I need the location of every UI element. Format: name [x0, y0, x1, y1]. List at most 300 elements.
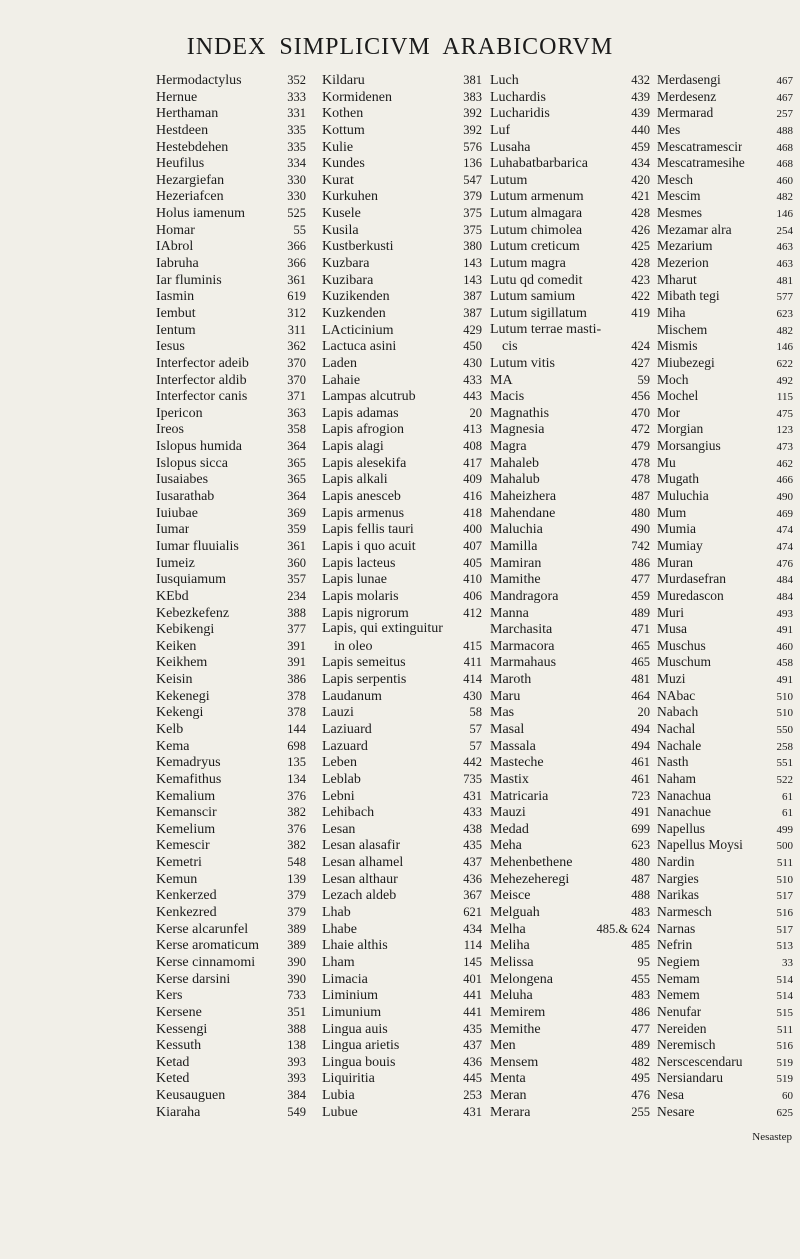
- entry-page-number: 577: [776, 291, 793, 304]
- index-entry: [322, 1054, 482, 1071]
- entry-term: Mezamar alra: [657, 221, 732, 237]
- entry-term: Neremisch: [657, 1037, 716, 1053]
- entry-term: Kema: [156, 738, 190, 754]
- entry-term: Murdasefran: [657, 571, 726, 587]
- entry-term: Lapis alesekifa: [322, 455, 407, 471]
- index-entry: [657, 288, 793, 305]
- entry-term: Lusaha: [490, 139, 531, 155]
- index-entry: [322, 305, 482, 322]
- entry-term: Meran: [490, 1088, 527, 1104]
- entry-page-number: 393: [287, 1054, 306, 1069]
- entry-term: Manna: [490, 605, 529, 621]
- entry-term: Lutum armenum: [490, 189, 584, 205]
- index-entry: [657, 1104, 793, 1121]
- entry-page-number: 463: [776, 241, 793, 254]
- index-entry: [657, 421, 793, 438]
- entry-page-number: 474: [776, 524, 793, 537]
- index-entry: [156, 987, 306, 1004]
- entry-term: Musa: [657, 621, 687, 637]
- index-entry: [490, 588, 650, 605]
- entry-term: Lutum almagara: [490, 206, 583, 222]
- index-entry: [322, 488, 482, 505]
- entry-term: Nachal: [657, 720, 696, 736]
- entry-page-number: 460: [776, 174, 793, 187]
- entry-page-number: 443: [463, 389, 482, 404]
- index-entry: [156, 139, 306, 156]
- entry-term: Kemelium: [156, 821, 216, 837]
- entry-term: Masteche: [490, 755, 544, 771]
- entry-term: Kuzkenden: [322, 305, 386, 321]
- index-entry: [490, 605, 650, 622]
- entry-term: Lapis lunae: [322, 572, 387, 588]
- entry-term: Lingua auis: [322, 1021, 388, 1037]
- entry-term: Marmahaus: [490, 655, 557, 671]
- entry-term: Lingua bouis: [322, 1054, 396, 1070]
- entry-page-number: 55: [293, 222, 306, 237]
- entry-page-number: 622: [776, 357, 793, 370]
- entry-term: Iusquiamum: [156, 572, 226, 588]
- index-entry: [657, 621, 793, 638]
- entry-term: Lutum samium: [490, 289, 576, 305]
- entry-term: Kemadryus: [156, 755, 221, 771]
- index-entry: [322, 155, 482, 172]
- index-entry: [322, 605, 482, 622]
- entry-term: Meisce: [490, 888, 531, 904]
- entry-page-number: 482: [776, 324, 793, 337]
- entry-page-number: 143: [463, 272, 482, 287]
- entry-page-number: 419: [631, 305, 650, 320]
- entry-term: Kormidenen: [322, 89, 392, 105]
- entry-page-number: 360: [287, 555, 306, 570]
- entry-page-number: 136: [463, 156, 482, 171]
- entry-page-number: 20: [637, 705, 650, 720]
- index-entry: [156, 821, 306, 838]
- entry-page-number: 494: [631, 738, 650, 753]
- entry-term: Melha: [490, 921, 526, 937]
- entry-page-number: 379: [463, 189, 482, 204]
- entry-page-number: 376: [287, 821, 306, 836]
- entry-term: Lutum magra: [490, 256, 566, 272]
- index-entry: [156, 1037, 306, 1054]
- entry-page-number: 331: [287, 106, 306, 121]
- index-entry: [322, 322, 482, 339]
- entry-page-number: 471: [631, 622, 650, 637]
- index-entry: [322, 105, 482, 122]
- entry-page-number: 380: [463, 239, 482, 254]
- index-entry: [490, 804, 650, 821]
- index-entry: [490, 72, 650, 89]
- entry-page-number: 484: [776, 590, 793, 603]
- entry-term: Lapis, qui extinguitur: [322, 621, 443, 637]
- index-entry: [490, 421, 650, 438]
- entry-page-number: 428: [631, 256, 650, 271]
- entry-page-number: 364: [287, 489, 306, 504]
- entry-page-number: 363: [287, 405, 306, 420]
- entry-term: Nenufar: [657, 1003, 702, 1019]
- index-entry: [657, 871, 793, 888]
- entry-page-number: 334: [287, 156, 306, 171]
- index-entry: [490, 505, 650, 522]
- entry-page-number: 389: [287, 921, 306, 936]
- entry-term: Mharut: [657, 271, 697, 287]
- entry-term: Kottum: [322, 122, 365, 138]
- entry-page-number: 352: [287, 73, 306, 87]
- entry-term: Keisin: [156, 672, 193, 688]
- entry-page-number: 362: [287, 339, 306, 354]
- entry-term: Kildaru: [322, 73, 365, 88]
- index-entry: [156, 122, 306, 139]
- entry-term: Kurat: [322, 172, 354, 188]
- entry-page-number: 333: [287, 89, 306, 104]
- entry-term: Limacia: [322, 971, 368, 987]
- entry-term: Lahaie: [322, 372, 361, 388]
- entry-term: Mesch: [657, 171, 693, 187]
- index-entry: [156, 188, 306, 205]
- entry-term: Iabruha: [156, 256, 199, 272]
- index-entry: [156, 837, 306, 854]
- index-entry: [156, 288, 306, 305]
- entry-term: Kemescir: [156, 838, 210, 854]
- entry-page-number: 733: [287, 988, 306, 1003]
- entry-term: Holus iamenum: [156, 206, 246, 222]
- entry-page-number: 477: [631, 1021, 650, 1036]
- entry-term: Lapis i quo acuit: [322, 538, 416, 554]
- entry-term: Lampas alcutrub: [322, 389, 416, 405]
- entry-page-number: 483: [631, 988, 650, 1003]
- index-entry: [322, 1037, 482, 1054]
- index-entry: [156, 804, 306, 821]
- entry-term: Leblab: [322, 771, 361, 787]
- index-entry: [156, 788, 306, 805]
- index-entry: [657, 1054, 793, 1071]
- entry-page-number: 467: [776, 75, 793, 87]
- entry-page-number: 361: [287, 272, 306, 287]
- entry-page-number: 370: [287, 355, 306, 370]
- entry-page-number: 547: [463, 172, 482, 187]
- entry-term: Moch: [657, 371, 689, 387]
- index-entry: [322, 521, 482, 538]
- entry-term: Lapis molaris: [322, 588, 399, 604]
- entry-term: Islopus humida: [156, 439, 242, 455]
- index-entry: [156, 305, 306, 322]
- entry-page-number: 432: [631, 73, 650, 87]
- entry-term: Morgian: [657, 421, 704, 437]
- index-column-3: [490, 72, 650, 1120]
- entry-term: Lhab: [322, 905, 351, 921]
- entry-page-number: 487: [631, 871, 650, 886]
- index-entry: [322, 621, 482, 638]
- entry-page-number: 437: [463, 1038, 482, 1053]
- entry-page-number: 411: [463, 655, 482, 670]
- entry-term: Lapis lacteus: [322, 555, 396, 571]
- index-entry: [156, 1087, 306, 1104]
- index-entry: [156, 155, 306, 172]
- entry-term: Interfector aldib: [156, 372, 247, 388]
- entry-page-number: 511: [776, 857, 793, 870]
- index-entry: [156, 588, 306, 605]
- entry-term: Mu: [657, 454, 676, 470]
- entry-page-number: 480: [631, 505, 650, 520]
- entry-page-number: 58: [469, 705, 482, 720]
- entry-term: Mumiay: [657, 537, 703, 553]
- index-entry: [156, 854, 306, 871]
- index-entry: [156, 1054, 306, 1071]
- entry-term: Mermarad: [657, 105, 714, 121]
- entry-term: Nefrin: [657, 937, 693, 953]
- entry-page-number: 123: [776, 424, 793, 437]
- entry-page-number: 445: [463, 1071, 482, 1086]
- index-column-4: [657, 72, 793, 1120]
- index-entry: [657, 505, 793, 522]
- entry-page-number: 335: [287, 139, 306, 154]
- entry-term: Muschus: [657, 637, 706, 653]
- entry-term: Negiem: [657, 953, 700, 969]
- index-entry: [322, 754, 482, 771]
- entry-term: Muran: [657, 554, 693, 570]
- entry-page-number: 699: [631, 821, 650, 836]
- entry-page-number: 510: [776, 707, 793, 720]
- entry-term: Luchardis: [490, 89, 546, 105]
- entry-term: Iumar fluuialis: [156, 538, 239, 554]
- entry-page-number: 492: [776, 374, 793, 387]
- index-entry: [156, 1070, 306, 1087]
- index-entry: [156, 605, 306, 622]
- entry-page-number: 427: [631, 355, 650, 370]
- entry-term: Lezach aldeb: [322, 888, 397, 904]
- entry-term: Muri: [657, 604, 684, 620]
- entry-term: Nargies: [657, 870, 699, 886]
- entry-page-number: 430: [463, 688, 482, 703]
- entry-page-number: 426: [631, 222, 650, 237]
- entry-term: Melongena: [490, 971, 553, 987]
- entry-page-number: 450: [463, 339, 482, 354]
- index-entry: [156, 538, 306, 555]
- entry-term: Laziuard: [322, 721, 372, 737]
- index-entry: [156, 372, 306, 389]
- entry-page-number: 486: [631, 555, 650, 570]
- entry-page-number: 464: [631, 688, 650, 703]
- index-entry: [657, 854, 793, 871]
- entry-page-number: 441: [463, 1004, 482, 1019]
- entry-term: Kerse cinnamomi: [156, 954, 256, 970]
- index-entry: [490, 638, 650, 655]
- entry-term: Macis: [490, 389, 525, 405]
- entry-term: Mibath tegi: [657, 288, 720, 304]
- entry-term: Merara: [490, 1104, 531, 1120]
- index-entry: [322, 937, 482, 954]
- index-entry: [490, 621, 650, 638]
- entry-page-number: 491: [631, 805, 650, 820]
- entry-page-number: 388: [287, 1021, 306, 1036]
- entry-page-number: 439: [631, 106, 650, 121]
- entry-page-number: 383: [463, 89, 482, 104]
- index-entry: [322, 1087, 482, 1104]
- entry-page-number: 434: [631, 156, 650, 171]
- index-entry: [156, 904, 306, 921]
- entry-term: Lapis fellis tauri: [322, 522, 414, 538]
- entry-page-number: 465: [631, 638, 650, 653]
- index-entry: [657, 155, 793, 172]
- index-entry: [657, 405, 793, 422]
- index-entry: [490, 305, 650, 322]
- entry-term: Mastix: [490, 771, 529, 787]
- entry-term: Kessengi: [156, 1021, 208, 1037]
- index-entry: [490, 555, 650, 572]
- entry-page-number: 416: [463, 489, 482, 504]
- entry-page-number: 482: [776, 191, 793, 204]
- index-entry: [322, 355, 482, 372]
- entry-term: Iumeiz: [156, 555, 195, 571]
- index-entry: [322, 288, 482, 305]
- index-entry: [322, 871, 482, 888]
- index-entry: [322, 921, 482, 938]
- entry-page-number: 375: [463, 222, 482, 237]
- index-entry: [322, 555, 482, 572]
- index-entry: [490, 372, 650, 389]
- entry-page-number: 389: [287, 938, 306, 953]
- entry-term: Mas: [490, 705, 515, 721]
- index-entry: [322, 538, 482, 555]
- entry-page-number: 625: [776, 1106, 793, 1119]
- entry-term: Kemalium: [156, 788, 216, 804]
- entry-page-number: 386: [287, 672, 306, 687]
- entry-page-number: 516: [776, 1040, 793, 1053]
- entry-term: Lapis serpentis: [322, 672, 407, 688]
- entry-page-number: 459: [631, 139, 650, 154]
- entry-page-number: 487: [631, 489, 650, 504]
- entry-page-number: 517: [776, 923, 793, 936]
- entry-term: Lebni: [322, 788, 355, 804]
- index-entry: [657, 921, 793, 938]
- entry-page-number: 438: [463, 821, 482, 836]
- entry-page-number: 485.& 624: [596, 921, 650, 936]
- index-entry: [490, 288, 650, 305]
- entry-term: Lham: [322, 954, 355, 970]
- entry-page-number: 135: [287, 755, 306, 770]
- entry-term: Kemanscir: [156, 805, 217, 821]
- entry-term: Mescim: [657, 188, 701, 204]
- index-entry: [322, 971, 482, 988]
- index-entry: [657, 72, 793, 89]
- index-entry: [156, 105, 306, 122]
- entry-page-number: 33: [782, 956, 793, 969]
- index-entry: [490, 222, 650, 239]
- entry-term: Lutum sigillatum: [490, 305, 587, 321]
- entry-page-number: 413: [463, 422, 482, 437]
- entry-page-number: 376: [287, 788, 306, 803]
- entry-term: Kebikengi: [156, 622, 215, 638]
- index-entry: [657, 438, 793, 455]
- entry-term: Lingua arietis: [322, 1038, 400, 1054]
- entry-term: Lapis alkali: [322, 472, 388, 488]
- entry-term: Nanachua: [657, 787, 711, 803]
- entry-term: Hestdeen: [156, 122, 209, 138]
- index-entry: [156, 871, 306, 888]
- index-entry: [156, 721, 306, 738]
- entry-page-number: 392: [463, 106, 482, 121]
- index-entry: [490, 388, 650, 405]
- entry-term: Iesus: [156, 339, 185, 355]
- entry-term: Napellus Moysi: [657, 837, 743, 853]
- index-entry: [156, 255, 306, 272]
- index-entry: [156, 704, 306, 721]
- entry-term: Mensem: [490, 1054, 539, 1070]
- entry-term: Hermodactylus: [156, 73, 242, 88]
- index-entry: [322, 505, 482, 522]
- index-entry: [156, 954, 306, 971]
- index-entry: [156, 421, 306, 438]
- entry-page-number: 441: [463, 988, 482, 1003]
- index-entry: [322, 139, 482, 156]
- index-entry: [490, 521, 650, 538]
- entry-term: Lapis nigrorum: [322, 605, 409, 621]
- entry-term: Menta: [490, 1071, 526, 1087]
- entry-page-number: 134: [287, 771, 306, 786]
- index-entry: [322, 1070, 482, 1087]
- index-entry: [657, 704, 793, 721]
- entry-term: Mahendane: [490, 505, 556, 521]
- entry-term: Ientum: [156, 322, 196, 338]
- entry-page-number: 335: [287, 122, 306, 137]
- entry-term: Mahaleb: [490, 455, 539, 471]
- catchword: Nesastep: [752, 1131, 792, 1143]
- entry-term: IAbrol: [156, 239, 194, 255]
- entry-page-number: 489: [631, 605, 650, 620]
- index-entry: [322, 954, 482, 971]
- entry-term: Melissa: [490, 954, 534, 970]
- entry-page-number: 351: [287, 1004, 306, 1019]
- index-entry: [490, 854, 650, 871]
- entry-page-number: 513: [776, 940, 793, 953]
- index-entry: [657, 1037, 793, 1054]
- index-entry: [156, 671, 306, 688]
- index-entry: [322, 238, 482, 255]
- index-entry: [490, 921, 650, 938]
- entry-term: Mescatramescir: [657, 138, 743, 154]
- index-entry: [657, 937, 793, 954]
- entry-page-number: 466: [776, 474, 793, 487]
- index-entry: [657, 788, 793, 805]
- entry-page-number: 490: [631, 522, 650, 537]
- entry-page-number: 359: [287, 522, 306, 537]
- entry-page-number: 621: [463, 905, 482, 920]
- index-entry: [322, 1104, 482, 1121]
- index-entry: [490, 122, 650, 139]
- index-entry: [657, 521, 793, 538]
- index-entry: [156, 388, 306, 405]
- index-entry: [156, 937, 306, 954]
- index-entry: [490, 355, 650, 372]
- entry-term: Kemetri: [156, 855, 202, 871]
- index-entry: [156, 222, 306, 239]
- entry-term: Hernue: [156, 89, 198, 105]
- entry-term: Narikas: [657, 887, 699, 903]
- entry-term: Mehezeheregi: [490, 871, 570, 887]
- index-entry: [322, 688, 482, 705]
- entry-page-number: 390: [287, 971, 306, 986]
- entry-page-number: 143: [463, 256, 482, 271]
- entry-page-number: 431: [463, 1104, 482, 1119]
- entry-term: Meha: [490, 838, 522, 854]
- index-entry: [490, 188, 650, 205]
- entry-page-number: 517: [776, 890, 793, 903]
- entry-page-number: 465: [631, 655, 650, 670]
- entry-page-number: 365: [287, 472, 306, 487]
- entry-term: Lapis alagi: [322, 439, 384, 455]
- entry-page-number: 467: [776, 91, 793, 104]
- entry-term: Lapis semeitus: [322, 655, 406, 671]
- entry-term: Muschum: [657, 654, 711, 670]
